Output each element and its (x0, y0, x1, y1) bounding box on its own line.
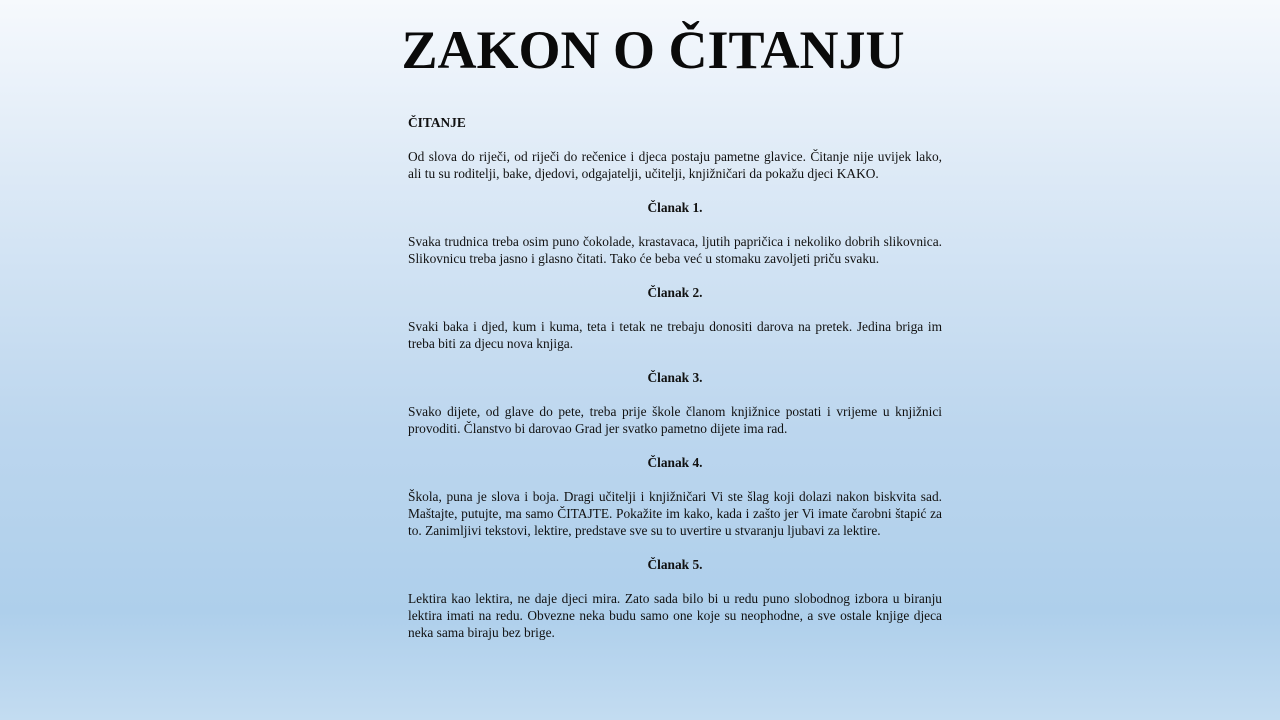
article-4-heading: Članak 4. (647, 455, 703, 470)
article-3-text: Svako dijete, od glave do pete, treba prije škole članom knjižnice postati i vrijeme u knjižnici provoditi. Članstvo bi darovao Grad jer svatko pametno dijete ima rad. (408, 404, 942, 436)
document-title: ZAKON O ČITANJU (401, 20, 905, 80)
article-5-text: Lektira kao lektira, ne daje djeci mira. Zato sada bilo bi u redu puno slobodnog izbora u biranju lektira imati na redu. Obvezne neka budu samo one koje su neophodne, a sve ostale knjige djeca neka sama biraju bez brige. (408, 591, 942, 640)
article-1-heading: Članak 1. (647, 200, 703, 215)
article-2-heading: Članak 2. (647, 285, 703, 300)
intro-heading: ČITANJE (408, 115, 466, 130)
article-3-heading: Članak 3. (647, 370, 703, 385)
article-4-text: Škola, puna je slova i boja. Dragi učitelji i knjižničari Vi ste šlag koji dolazi nakon biskvita sad. Maštajte, putujte, ma samo ČITAJTE. Pokažite im kako, kada i zašto jer Vi imate čarobni štapić za to. Zanimljivi tekstovi, lektire, predstave sve su to uvertire u stvaranju ljubavi za lektire. (408, 489, 942, 538)
intro-paragraph: Od slova do riječi, od riječi do rečenice i djeca postaju pametne glavice. Čitanje nije uvijek lako, ali tu su roditelji, bake, djedovi, odgajatelji, učitelji, knjižničari da pokažu djeci KAKO. (408, 149, 942, 181)
article-2-text: Svaki baka i djed, kum i kuma, teta i tetak ne trebaju donositi darova na pretek. Jedina briga im treba biti za djecu nova knjiga. (408, 319, 942, 351)
document-body (408, 114, 942, 658)
article-5-heading: Članak 5. (647, 557, 703, 572)
article-1-text: Svaka trudnica treba osim puno čokolade, krastavaca, ljutih papričica i nekoliko dobrih slikovnica. Slikovnicu treba jasno i glasno čitati. Tako će beba već u stomaku zavoljeti priču svaku. (408, 234, 942, 266)
